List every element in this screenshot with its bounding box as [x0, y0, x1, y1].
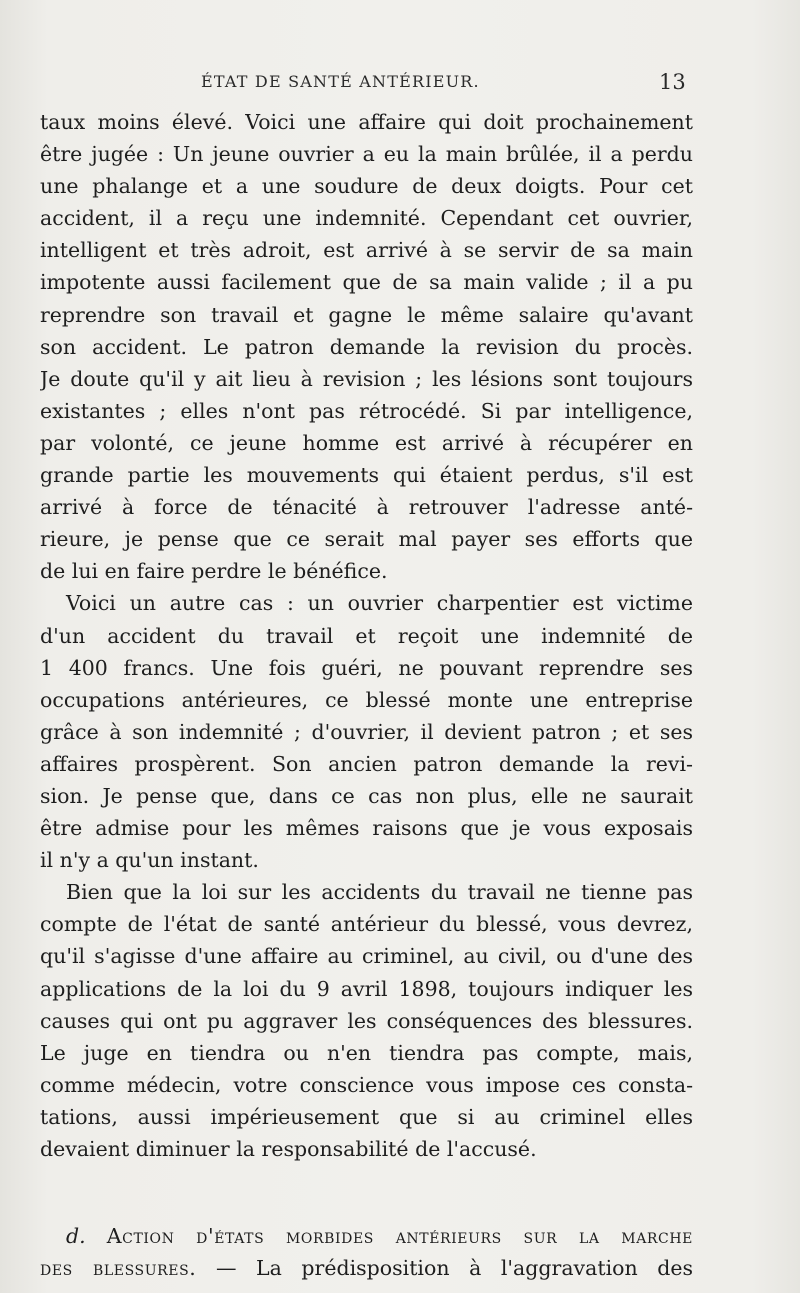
text-line: tations, aussi impérieusement que si au criminel elles	[40, 1104, 693, 1129]
text-line: reprendre son travail et gagne le même salaire qu'avant	[40, 302, 693, 327]
text-line: comme médecin, votre conscience vous impose ces consta-	[40, 1072, 693, 1097]
text-line: taux moins élevé. Voici une affaire qui doit prochainement	[40, 110, 693, 134]
section-label: d.	[66, 1224, 86, 1249]
text-line: Voici un autre cas : un ouvrier charpentier est victime	[66, 591, 693, 616]
text-line: de lui en faire perdre le bénéfice.	[40, 559, 388, 584]
text-line: il n'y a qu'un instant.	[40, 848, 259, 873]
body-text	[40, 106, 693, 1284]
text-line: affaires prospèrent. Son ancien patron demande la revi-	[40, 751, 693, 776]
paragraph-2	[40, 587, 693, 876]
text-line: devaient diminuer la responsabilité de l'accusé.	[40, 1137, 537, 1161]
section-heading: Action d'états morbides antérieurs sur la marche	[106, 1224, 693, 1249]
paragraph-3	[40, 876, 693, 1165]
text-line: arrivé à force de ténacité à retrouver l'adresse anté-	[40, 495, 693, 520]
section-heading-continued: des blessures.	[40, 1256, 197, 1281]
text-line: compte de l'état de santé antérieur du blessé, vous devrez,	[40, 912, 693, 937]
section-gap	[40, 1165, 693, 1220]
text-line: qu'il s'agisse d'une affaire au criminel, au civil, ou d'une des	[40, 944, 693, 969]
text-line: rieure, je pense que ce serait mal payer ses efforts que	[40, 527, 693, 552]
page-number: 13	[659, 70, 686, 94]
text-line: occupations antérieures, ce blessé monte une entreprise	[40, 687, 693, 712]
text-line: Je doute qu'il y ait lieu à revision ; les lésions sont toujours	[40, 366, 693, 391]
text-line: 1 400 francs. Une fois guéri, ne pouvant reprendre ses	[40, 655, 693, 680]
text-line: Bien que la loi sur les accidents du travail ne tienne pas	[66, 880, 693, 905]
text-line: causes qui ont pu aggraver les conséquences des blessures.	[40, 1008, 693, 1033]
text-line: d'un accident du travail et reçoit une indemnité de	[40, 623, 693, 648]
text-line: existantes ; elles n'ont pas rétrocédé. Si par intelligence,	[40, 398, 693, 423]
text-line: son accident. Le patron demande la revision du procès.	[40, 334, 693, 359]
section-text: — La prédisposition à l'aggravation des	[215, 1256, 693, 1281]
section-text-line	[40, 1252, 693, 1284]
running-title: ÉTAT DE SANTÉ ANTÉRIEUR.	[201, 72, 480, 91]
text-line: applications de la loi du 9 avril 1898, toujours indiquer les	[40, 976, 693, 1001]
text-line: être admise pour les mêmes raisons que je vous exposais	[40, 816, 693, 841]
page-header	[0, 72, 800, 102]
text-line: être jugée : Un jeune ouvrier a eu la main brûlée, il a perdu	[40, 142, 693, 167]
text-line: une phalange et a une soudure de deux doigts. Pour cet	[40, 174, 693, 199]
text-line: impotente aussi facilement que de sa main valide ; il a pu	[40, 270, 693, 295]
text-line: grâce à son indemnité ; d'ouvrier, il devient patron ; et ses	[40, 719, 693, 744]
section-heading-line	[40, 1220, 693, 1252]
text-line: intelligent et très adroit, est arrivé à se servir de sa main	[40, 238, 693, 263]
text-line: grande partie les mouvements qui étaient perdus, s'il est	[40, 463, 693, 488]
text-line: Le juge en tiendra ou n'en tiendra pas compte, mais,	[40, 1040, 693, 1065]
text-line: accident, il a reçu une indemnité. Cependant cet ouvrier,	[40, 206, 693, 231]
paragraph-1	[40, 106, 693, 587]
text-line: sion. Je pense que, dans ce cas non plus, elle ne saurait	[40, 783, 693, 808]
section-d	[40, 1220, 693, 1284]
text-line: par volonté, ce jeune homme est arrivé à récupérer en	[40, 430, 693, 455]
